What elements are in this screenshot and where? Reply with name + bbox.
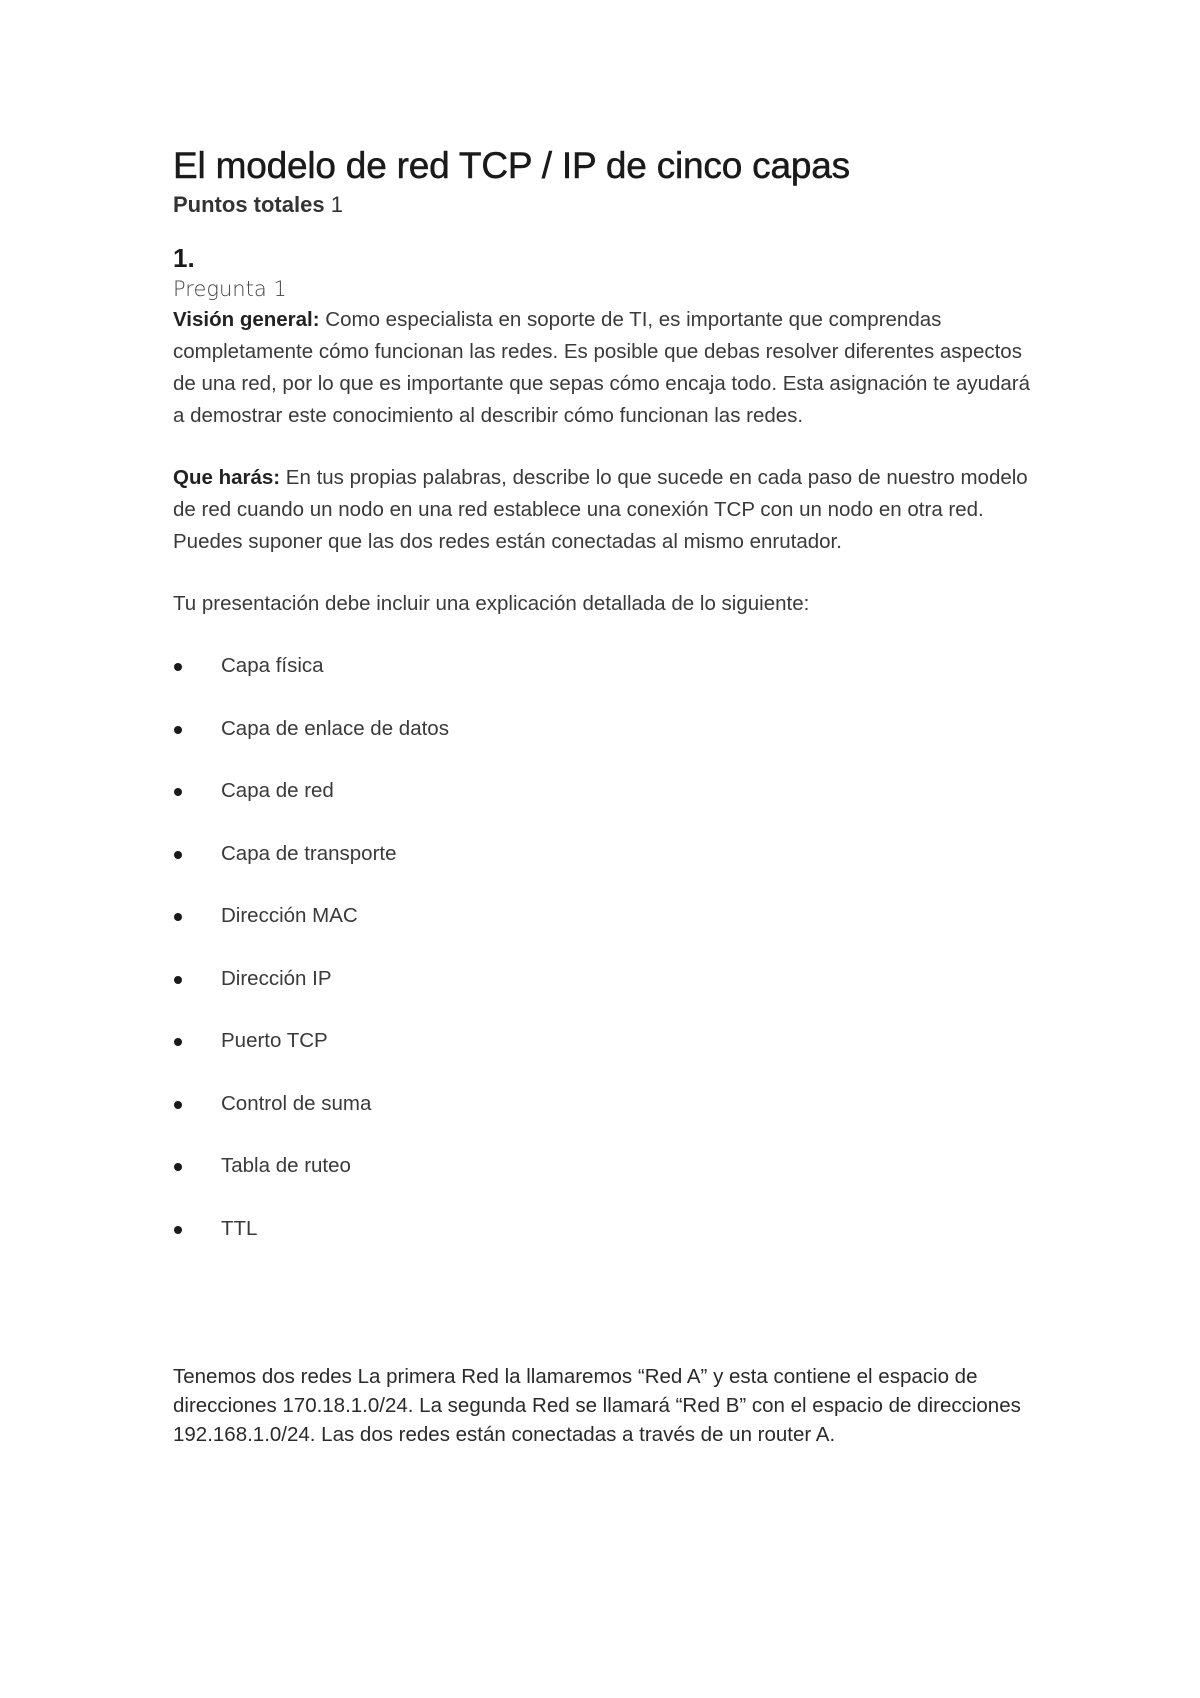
bullet-icon xyxy=(174,1101,182,1109)
bullet-icon xyxy=(174,1038,182,1046)
list-item-label: Capa física xyxy=(221,654,324,677)
task-label: Que harás: xyxy=(173,466,281,489)
list-item xyxy=(173,713,1033,745)
total-points-label: Puntos totales xyxy=(173,192,325,217)
list-item-label: Tabla de ruteo xyxy=(221,1154,351,1177)
list-item-label: TTL xyxy=(221,1216,258,1240)
presentation-intro: Tu presentación debe incluir una explicación detallada de lo siguiente: xyxy=(173,592,810,615)
bullet-icon xyxy=(174,1226,182,1234)
list-item-label: Control de suma xyxy=(221,1091,372,1115)
bullet-icon xyxy=(174,663,182,671)
overview-label: Visión general: xyxy=(173,308,320,331)
total-points-value: 1 xyxy=(330,192,343,217)
list-item xyxy=(173,1088,1033,1120)
list-item-label: Puerto TCP xyxy=(221,1029,328,1052)
bullet-icon xyxy=(174,1163,182,1171)
list-item-label: Dirección MAC xyxy=(221,904,358,927)
bullet-icon xyxy=(174,726,182,734)
list-item xyxy=(173,900,1033,932)
list-item xyxy=(173,1025,1033,1057)
overview-paragraph xyxy=(173,304,1033,432)
list-item xyxy=(173,1213,1033,1245)
list-item xyxy=(173,838,1033,870)
bullet-icon xyxy=(174,788,182,796)
requirements-list xyxy=(173,650,1033,1245)
task-paragraph xyxy=(173,462,1033,558)
list-item xyxy=(173,775,1033,807)
document-page xyxy=(173,142,1033,1449)
task-text: En tus propias palabras, describe lo que sucede en cada paso de nuestro modelo de red cuando un nodo en una red establece una conexión TCP con un nodo en otra red. Puedes suponer que las dos redes están conectadas al mismo enrutador. xyxy=(173,466,1028,553)
bullet-icon xyxy=(174,851,182,859)
list-item-label: Dirección IP xyxy=(221,966,332,990)
document-title: El modelo de red TCP / IP de cinco capas xyxy=(173,145,850,186)
list-item-label: Capa de enlace de datos xyxy=(221,716,449,740)
question-number: 1. xyxy=(173,243,195,273)
overview-text: Como especialista en soporte de TI, es importante que comprendas completamente cómo funcionan las redes. Es posible que debas resolver diferentes aspectos de una red, por lo que es importante que sepas cómo encaja todo. Esta asignación te ayudará a demostrar este conocimiento al describir cómo funcionan las redes. xyxy=(173,308,1031,427)
list-item-label: Capa de red xyxy=(221,779,334,802)
list-item xyxy=(173,963,1033,995)
bullet-icon xyxy=(174,976,182,984)
total-points xyxy=(173,190,1033,220)
list-item xyxy=(173,650,1033,682)
list-item xyxy=(173,1150,1033,1182)
bullet-icon xyxy=(174,913,182,921)
question-label: Pregunta 1 xyxy=(173,277,287,301)
list-item-label: Capa de transporte xyxy=(221,841,397,865)
closing-paragraph: Tenemos dos redes La primera Red la llamaremos “Red A” y esta contiene el espacio de direcciones 170.18.1.0/24. La segunda Red se llamará “Red B” con el espacio de direcciones 192.168.1.0/24. Las dos redes están conectadas a través de un router A. xyxy=(173,1364,1021,1446)
